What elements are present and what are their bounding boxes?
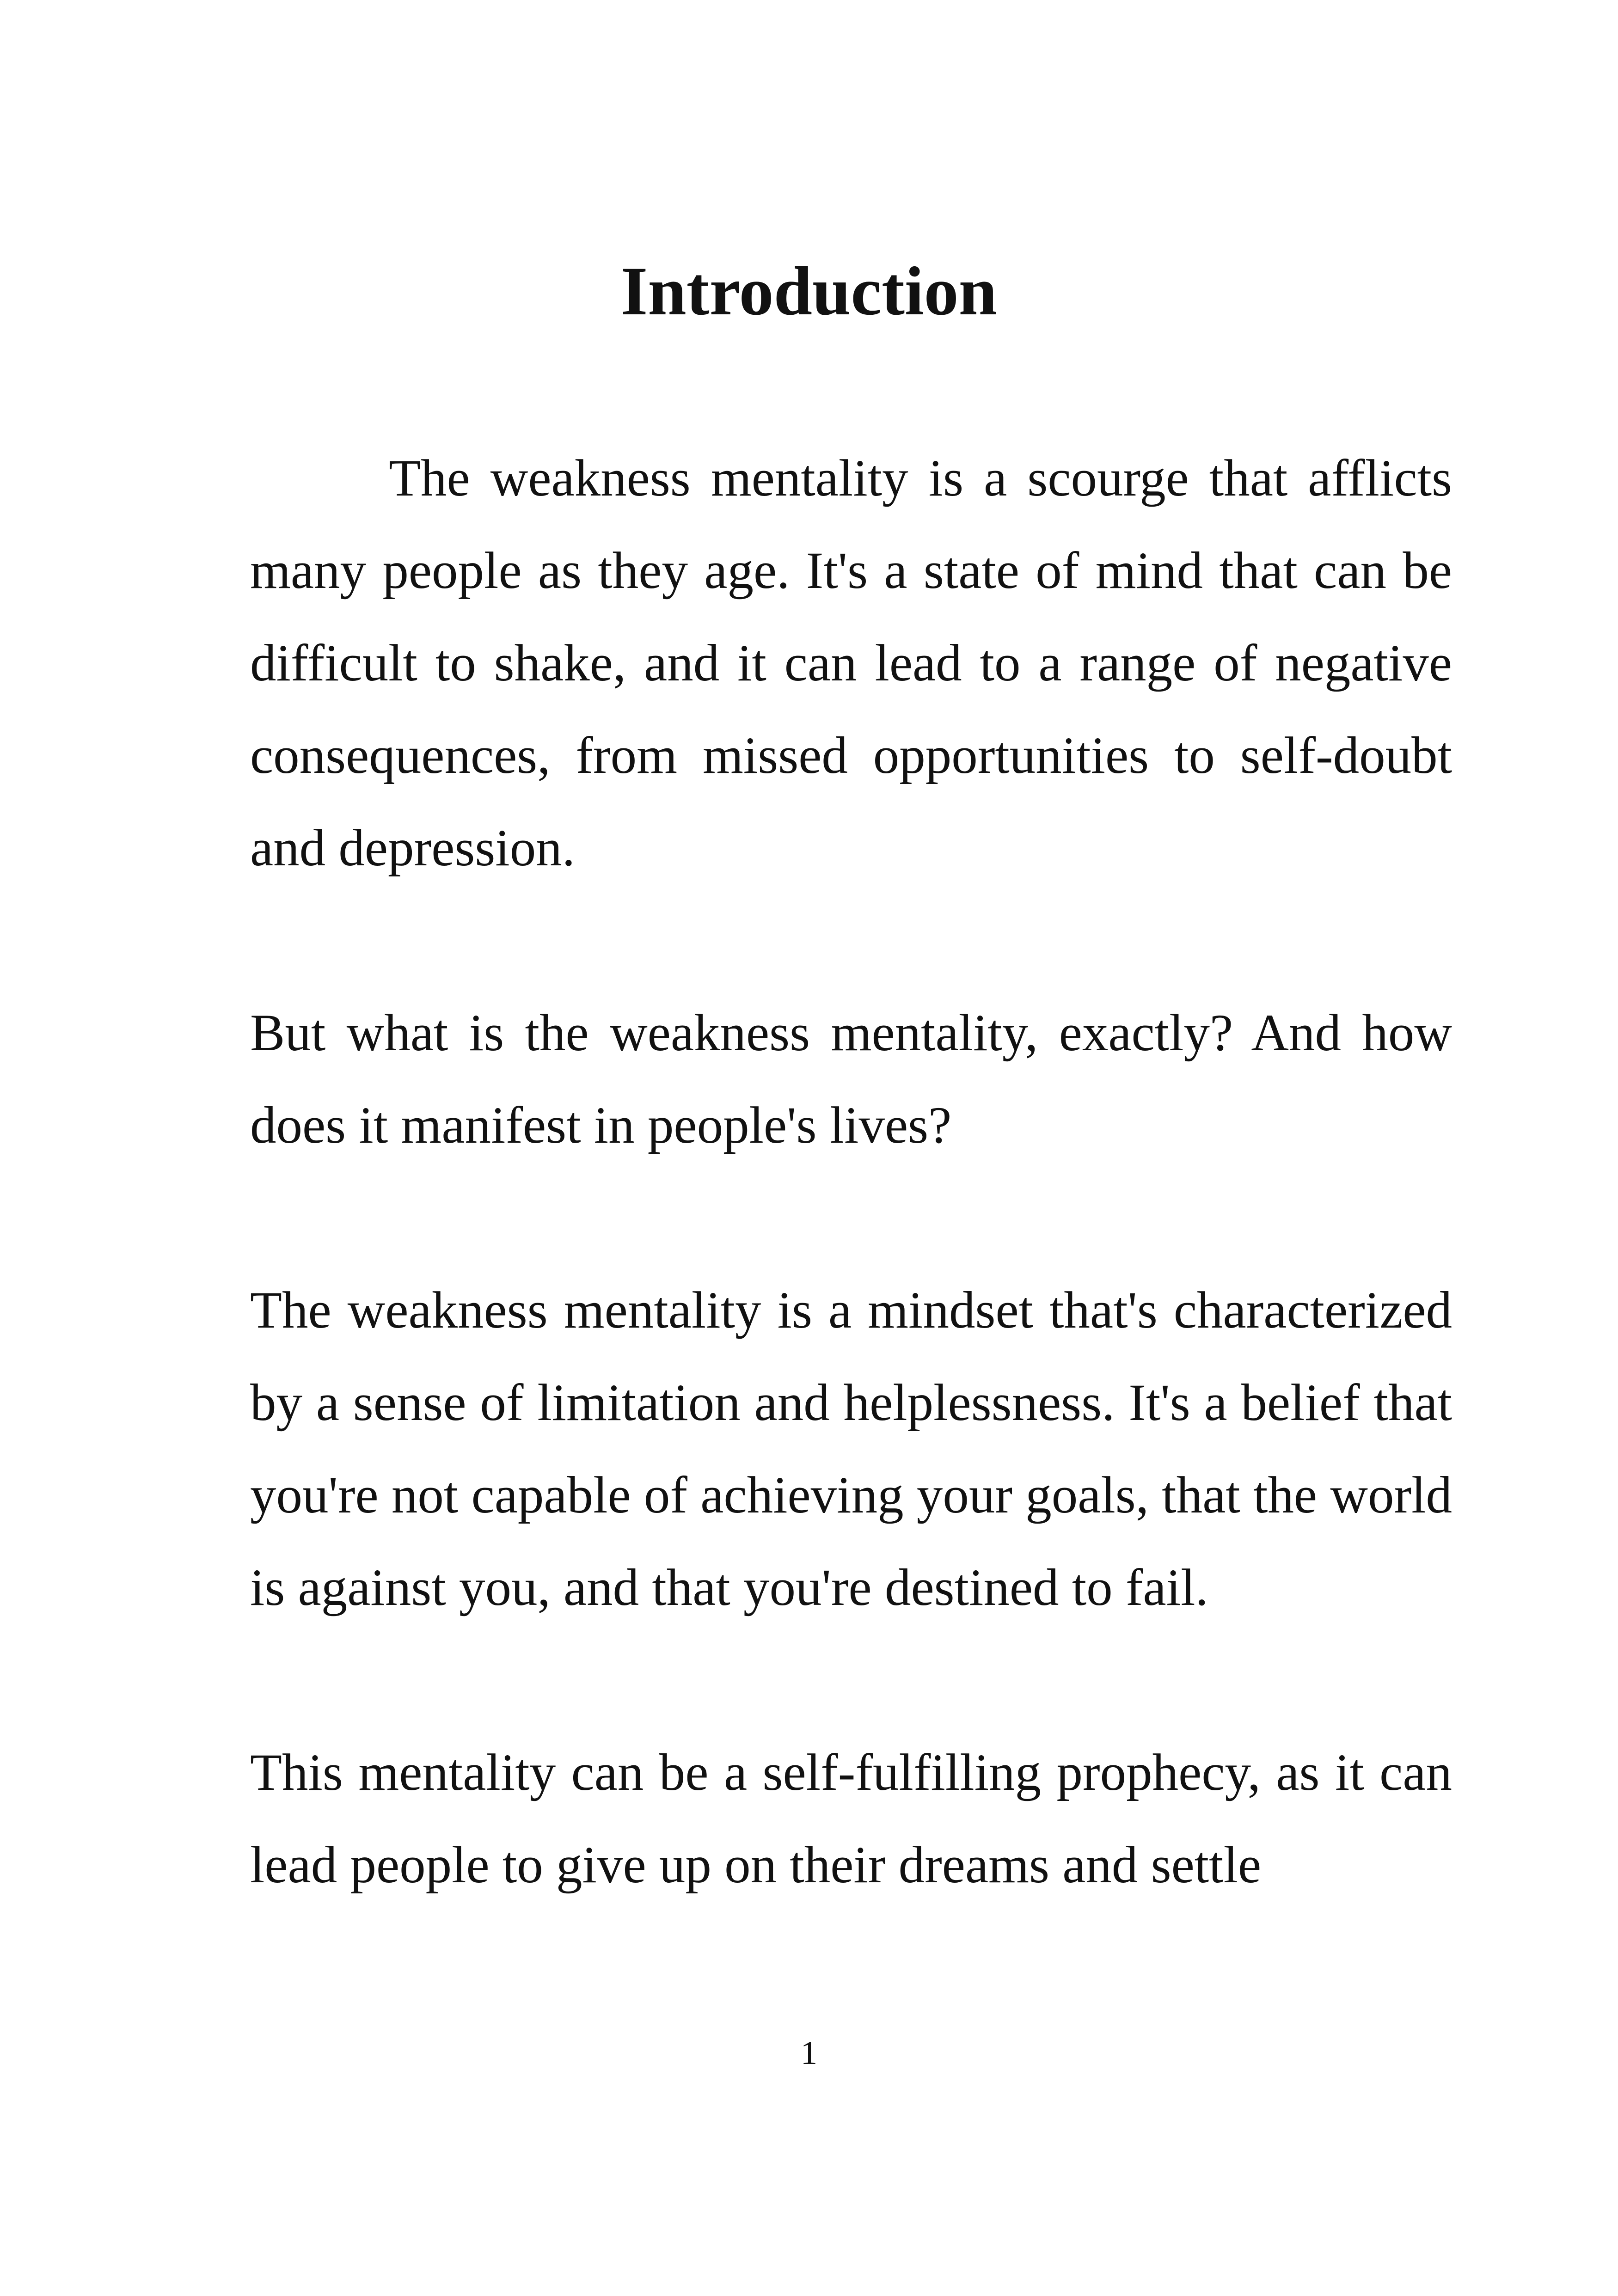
paragraph-1: The weakness mentality is a scourge that afflicts many people as they age. It's a state of mind that can be difficult to shake, and it can lead to a range of negative consequences, from missed opportunities to self-doubt and depression. (250, 449, 1452, 877)
page-number: 1 (801, 2034, 817, 2071)
paragraph-2: But what is the weakness mentality, exactly? And how does it manifest in people's lives? (250, 1004, 1452, 1154)
paragraph-3: The weakness mentality is a mindset that's characterized by a sense of limitation and helplessness. It's a belief that you're not capable of achieving your goals, that the world is against you, and that you're destined to fail. (250, 1281, 1452, 1616)
chapter-title: Introduction (620, 253, 998, 330)
body-text (250, 432, 1452, 2004)
paragraph-4: This mentality can be a self-fulfilling prophecy, as it can lead people to give up on their dreams and settle (250, 1744, 1452, 1894)
